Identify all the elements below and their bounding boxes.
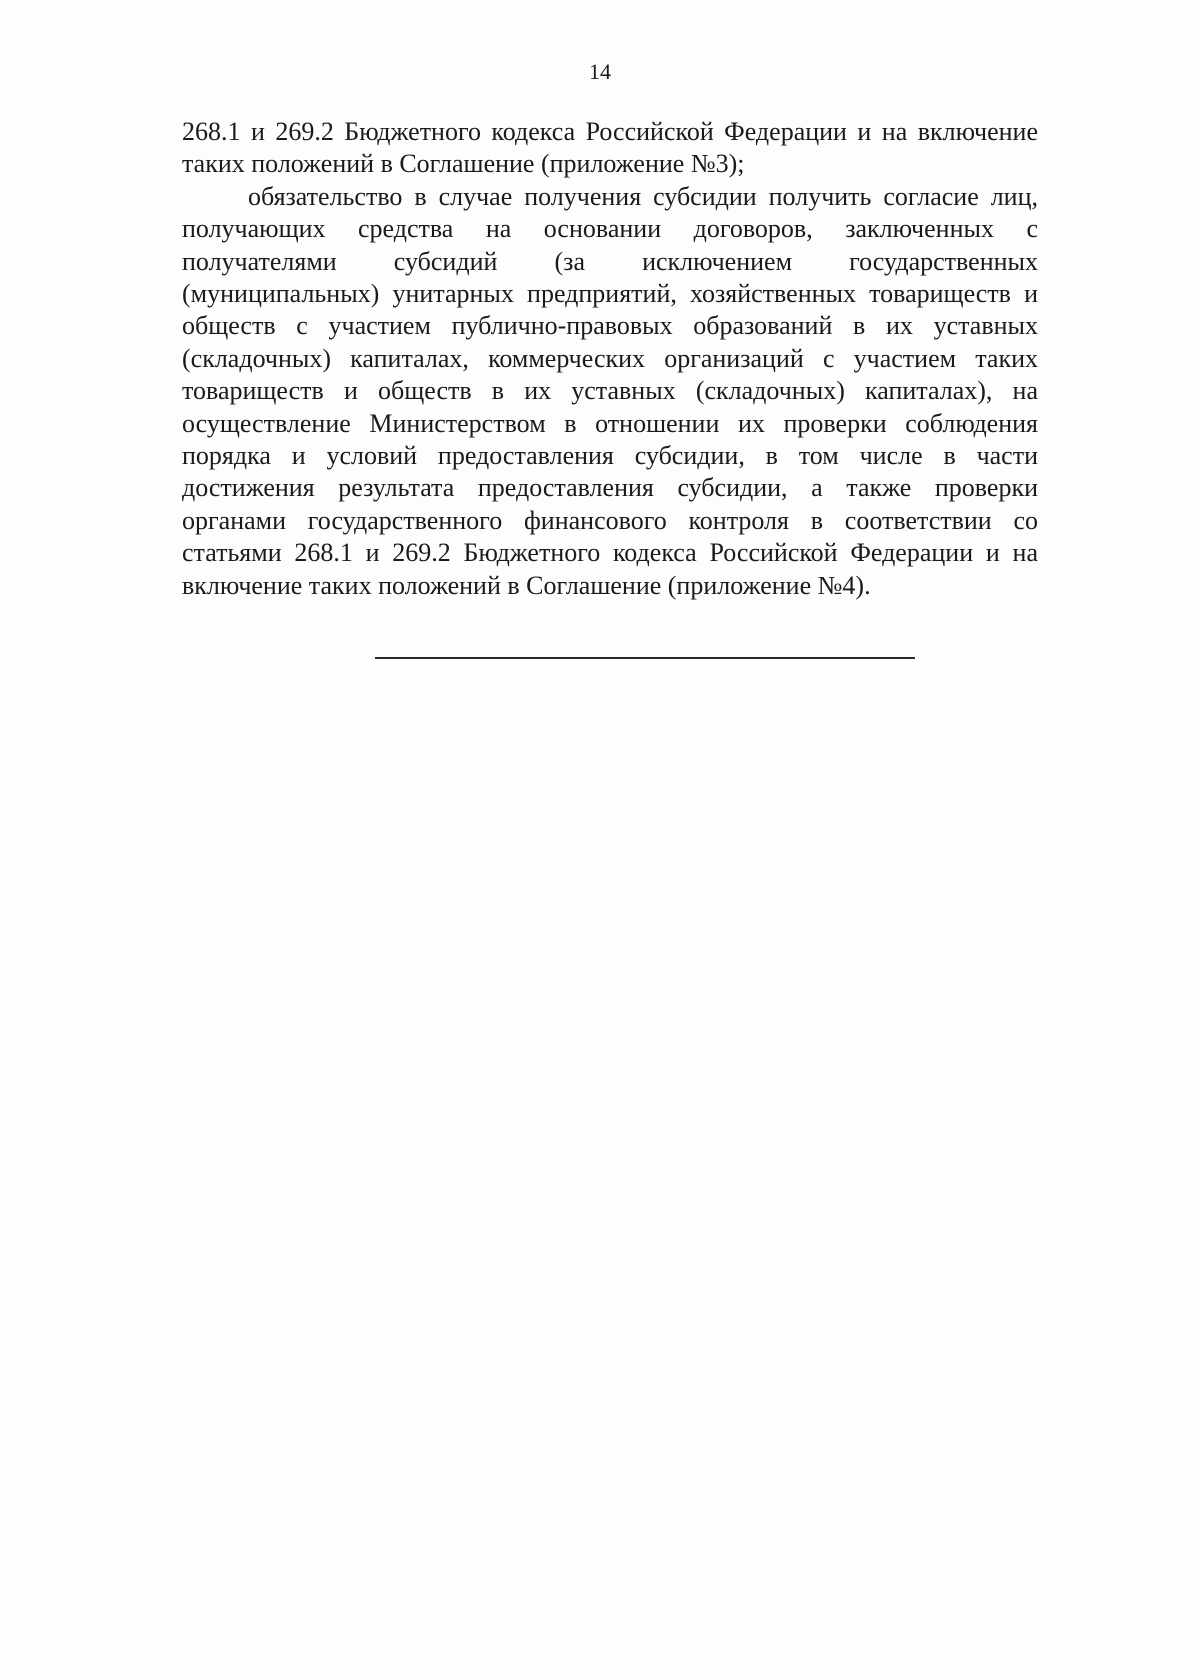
end-separator-line <box>375 657 915 659</box>
document-body <box>182 116 1038 602</box>
paragraph-continuation: 268.1 и 269.2 Бюджетного кодекса Российской Федерации и на включение таких положений в Соглашение (приложение №3); <box>182 117 1038 179</box>
paragraph-obligation: обязательство в случае получения субсидии получить согласие лиц, получающих средства на основании договоров, заключенных с получателями субсидий (за исключением государственных (муниципальных) унитарных предприятий, хозяйственных товариществ и обществ с участием публично-правовых образований в их уставных (складочных) капиталах, коммерческих организаций с участием таких товариществ и обществ в их уставных (складочных) капиталах), на осуществление Министерством в отношении их проверки соблюдения порядка и условий предоставления субсидии, в том числе в части достижения результата предоставления субсидии, а также проверки органами государственного финансового контроля в соответствии со статьями 268.1 и 269.2 Бюджетного кодекса Российской Федерации и на включение таких положений в Соглашение (приложение №4). <box>182 181 1038 600</box>
page-number: 14 <box>589 59 611 84</box>
